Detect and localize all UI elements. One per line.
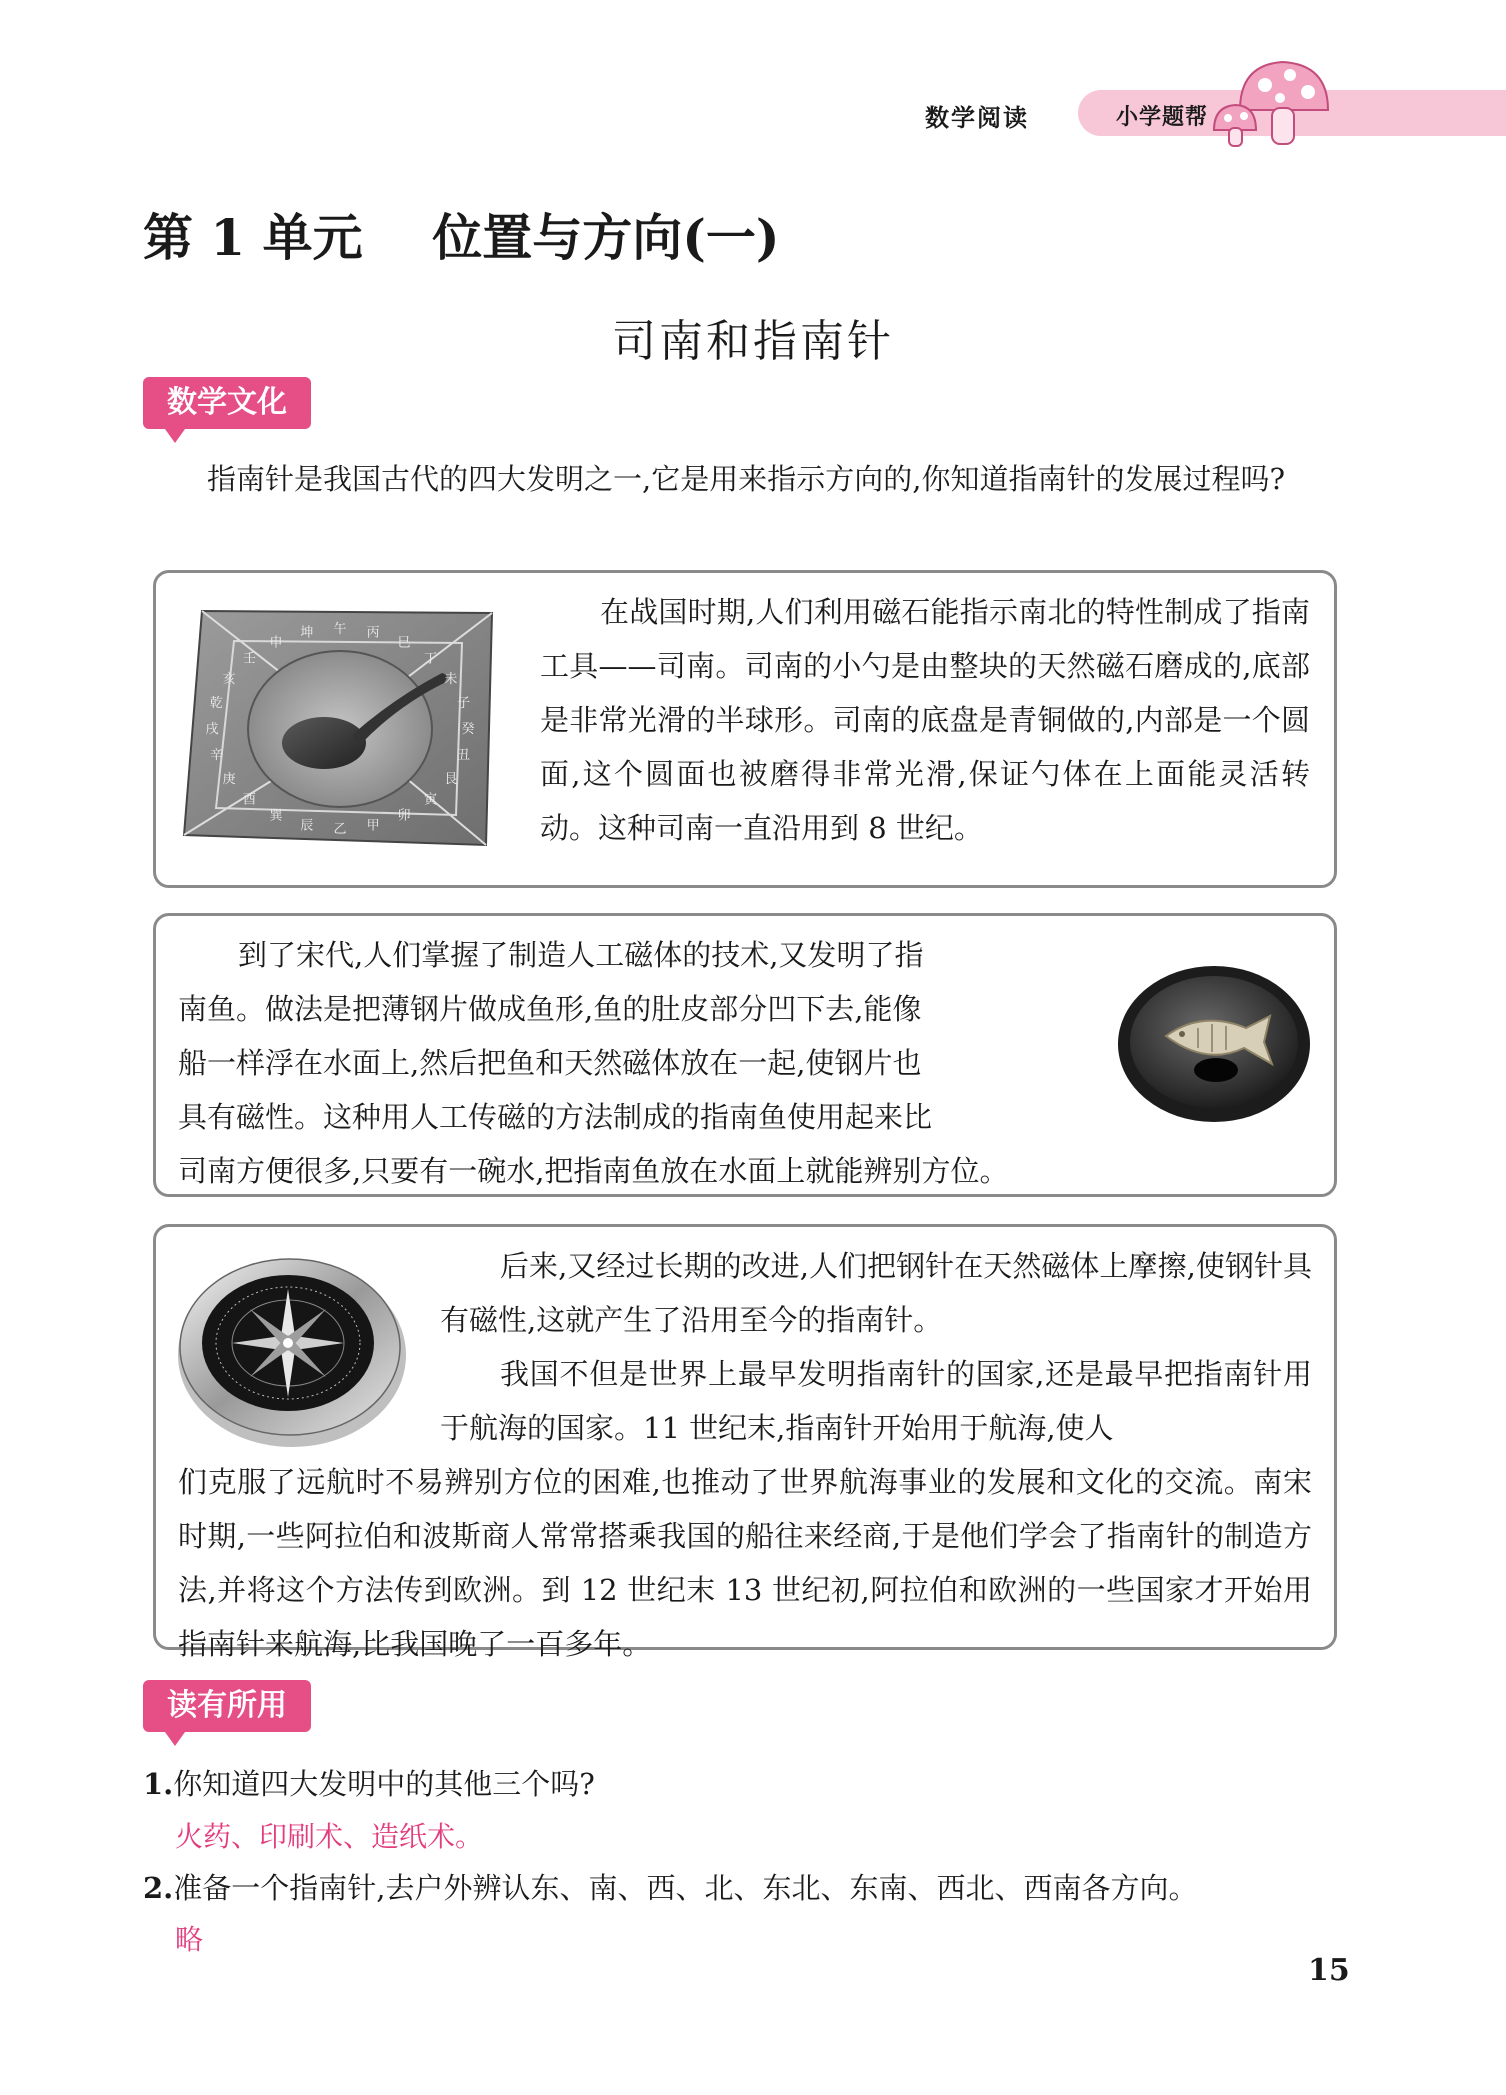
question-2-text: 准备一个指南针,去户外辨认东、南、西、北、东北、东南、西北、西南各方向。 [173,1871,1198,1905]
plate-character: 巳 [397,635,411,651]
sinan-box [153,570,1337,888]
plate-character: 丁 [423,651,438,667]
compass-text-1: 后来,又经过长期的改进,人们把钢针在天然磁体上摩擦,使钢针具有磁性,这就产生了沿用至今的指南针。 [440,1249,1312,1337]
plate-character: 乙 [333,822,347,837]
plate-character: 酉 [242,792,257,808]
question-1 [143,1762,595,1803]
plate-character: 亥 [222,672,236,687]
fish-box [153,913,1337,1197]
plate-character: 寅 [423,792,438,808]
compass-box [153,1224,1337,1661]
fish-text-line: 到了宋代,人们掌握了制造人工磁体的技术,又发明了指 [238,938,924,972]
plate-character: 辰 [300,818,314,834]
question-2 [143,1866,1198,1907]
plate-character: 未 [444,672,458,687]
mushroom-icon [1210,50,1340,150]
fish-bowl-image [1114,958,1314,1128]
question-1-text: 你知道四大发明中的其他三个吗? [173,1767,595,1801]
plate-character: 壬 [242,651,257,667]
intro-paragraph: 指南针是我国古代的四大发明之一,它是用来指示方向的,你知道指南针的发展过程吗? [207,462,1285,496]
fish-text-line: 船一样浮在水面上,然后把鱼和天然磁体放在一起,使钢片也 [178,1046,922,1080]
section-tag-practice: 读有所用 [143,1680,311,1732]
plate-character: 庚 [222,772,236,787]
sinan-text: 在战国时期,人们利用磁石能指示南北的特性制成了指南工具——司南。司南的小勺是由整块的天然磁石磨成的,底部是非常光滑的半球形。司南的底盘是青铜做的,内部是一个圆面,这个圆面也被磨得非常光滑,保证勺体在上面能灵活转动。这种司南一直沿用到 8 世纪。 [540,595,1310,845]
plate-character: 戌 [205,722,219,737]
fish-text-line: 司南方便很多,只要有一碗水,把指南鱼放在水面上就能辨别方位。 [178,1154,1009,1188]
plate-character: 甲 [366,818,380,834]
plate-character: 卯 [397,808,411,824]
plate-character: 乾 [209,696,223,712]
section-tag-culture: 数学文化 [143,377,311,429]
plate-character: 丑 [457,747,471,763]
plate-character: 子 [457,696,471,712]
compass-text-2-bottom: 们克服了远航时不易辨别方位的困难,也推动了世界航海事业的发展和文化的交流。南宋时期,一些阿拉伯和波斯商人常常搭乘我国的船往来经商,于是他们学会了指南针的制造方法,并将这个方法传到欧洲。到 12 世纪末 13 世纪初,阿拉伯和欧洲的一些国家才开始用指南针来航海,比我国晚了一百多年。 [178,1465,1312,1661]
plate-character: 癸 [461,722,475,737]
plate-character: 坤 [300,625,314,641]
unit-title: 第 1 单元 位置与方向(一) [143,208,780,267]
fish-text-line: 具有磁性。这种用人工传磁的方法制成的指南鱼使用起来比 [178,1100,933,1134]
compass-image [172,1251,412,1451]
plate-character: 巽 [269,808,283,824]
fish-text-line: 南鱼。做法是把薄钢片做成鱼形,鱼的肚皮部分凹下去,能像 [178,992,922,1026]
sinan-image [174,603,504,853]
plate-character: 申 [269,635,283,651]
answer-1: 火药、印刷术、造纸术。 [175,1820,484,1853]
page-number: 15 [1308,1953,1350,1988]
plate-character: 午 [333,622,347,637]
plate-character: 艮 [444,772,458,787]
answer-2: 略 [175,1923,204,1956]
question-2-number: 2. [143,1871,174,1905]
book-label: 数学阅读 [925,104,1029,132]
compass-text-2-top: 我国不但是世界上最早发明指南针的国家,还是最早把指南针用于航海的国家。11 世纪末,指南针开始用于航海,使人 [440,1357,1312,1445]
question-1-number: 1. [143,1767,174,1801]
plate-character: 辛 [209,747,223,763]
series-label: 小学题帮 [1116,105,1209,130]
plate-character: 丙 [366,625,380,641]
article-title: 司南和指南针 [612,316,894,367]
